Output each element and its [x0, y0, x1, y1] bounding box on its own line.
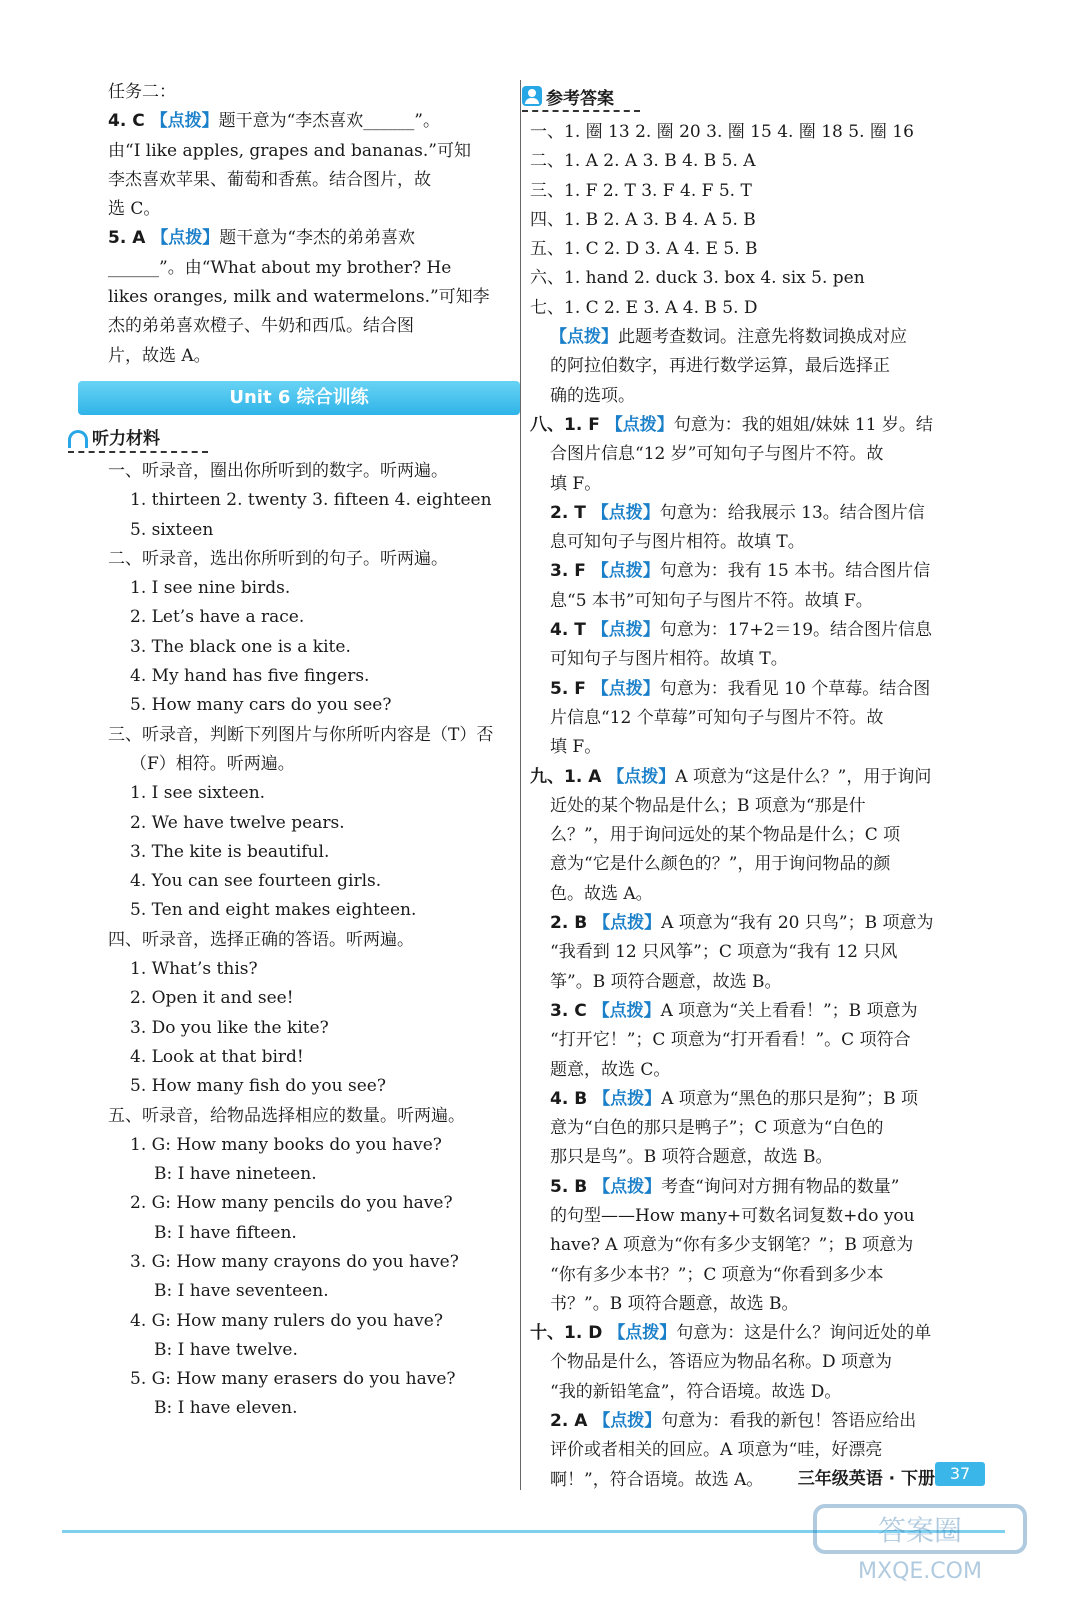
- line-text: “我看到 12 只风筝”；C 项意为“我有 12 只风: [550, 942, 898, 963]
- text-line: [108, 1277, 516, 1306]
- line-text: 3. Do you like the kite?: [130, 1017, 329, 1038]
- text-line: [530, 382, 990, 411]
- line-text: B: I have nineteen.: [154, 1164, 317, 1185]
- line-text: 六、1. hand 2. duck 3. box 4. six 5. pen: [530, 268, 865, 289]
- text-line: [530, 792, 990, 821]
- text-line: [530, 733, 990, 762]
- line-text: 啊！”，符合语境。故选 A。: [550, 1469, 764, 1490]
- line-text: 2. G: How many pencils do you have?: [130, 1193, 453, 1214]
- text-line: [108, 195, 516, 224]
- hint-label: 【点拨】: [607, 766, 676, 787]
- hint-label: 【点拨】: [593, 1176, 662, 1197]
- text-line: [108, 78, 516, 107]
- question-number: 4. T: [550, 620, 592, 641]
- text-line: [108, 1102, 516, 1131]
- question-number: 5. B: [550, 1176, 594, 1197]
- line-text: 句意为：看我的新包！答语应给出: [661, 1411, 917, 1432]
- hint-label: 【点拨】: [592, 1000, 661, 1021]
- line-text: 5. How many cars do you see?: [130, 695, 392, 716]
- text-line: [530, 499, 990, 528]
- line-text: likes oranges, milk and watermelons.”可知李: [108, 287, 490, 308]
- text-line: [108, 926, 516, 955]
- line-text: 李杰喜欢苹果、葡萄和香蕉。结合图片，故: [108, 169, 431, 190]
- line-text: 三、1. F 2. T 3. F 4. F 5. T: [530, 180, 752, 201]
- text-line: [530, 1202, 990, 1231]
- line-text: 5. How many fish do you see?: [130, 1076, 386, 1097]
- question-number: 5. F: [550, 678, 592, 699]
- listening-material-heading: [68, 423, 208, 453]
- line-text: 一、1. 圈 13 2. 圈 20 3. 圈 15 4. 圈 18 5. 圈 16: [530, 122, 914, 142]
- text-line: [108, 107, 516, 136]
- line-text: 1. G: How many books do you have?: [130, 1134, 442, 1155]
- line-text: 合图片信息“12 岁”可知句子与图片不符。故: [550, 444, 884, 465]
- text-line: [108, 809, 516, 838]
- line-text: A 项意为“黑色的那只是狗”；B 项: [661, 1088, 919, 1109]
- line-text: 考查“询问对方拥有物品的数量”: [661, 1176, 900, 1197]
- right-column: [530, 78, 990, 1495]
- line-text: 3. The kite is beautiful.: [130, 841, 330, 862]
- text-line: [108, 574, 516, 603]
- line-text: 2. Open it and see!: [130, 988, 294, 1009]
- hint-label: 【点拨】: [593, 913, 662, 934]
- line-text: 评价或者相关的回应。A 项意为“哇，好漂亮: [550, 1440, 883, 1461]
- line-text: 4. G: How many rulers do you have?: [130, 1310, 443, 1331]
- book-title: 三年级英语 · 下册: [797, 1469, 935, 1489]
- text-line: [108, 1394, 516, 1423]
- line-text: 么？”，用于询问远处的某个物品是什么；C 项: [550, 825, 901, 846]
- text-line: [530, 1085, 990, 1114]
- text-line: [530, 294, 990, 323]
- text-line: [530, 177, 990, 206]
- text-line: [108, 691, 516, 720]
- line-text: B: I have twelve.: [154, 1339, 298, 1360]
- text-line: [530, 1173, 990, 1202]
- question-number: 3. F: [550, 561, 592, 582]
- text-line: [108, 224, 516, 253]
- text-line: [108, 254, 516, 283]
- line-text: 2. We have twelve pears.: [130, 812, 345, 833]
- text-line: [108, 457, 516, 486]
- text-line: [530, 264, 990, 293]
- line-text: “我的新铅笔盒”，符合语境。故选 D。: [550, 1381, 842, 1402]
- line-text: “你有多少本书？”；C 项意为“你看到多少本: [550, 1264, 884, 1285]
- headphones-icon: [68, 430, 88, 448]
- question-number: 2. B: [550, 913, 594, 934]
- text-line: [108, 1189, 516, 1218]
- line-text: 1. I see nine birds.: [130, 578, 291, 599]
- question-number: 4. C: [108, 111, 151, 132]
- line-text: B: I have eleven.: [154, 1398, 298, 1419]
- line-text: 一、听录音，圈出你所听到的数字。听两遍。: [108, 460, 448, 481]
- text-line: [530, 323, 990, 352]
- text-line: [108, 312, 516, 341]
- line-text: 四、1. B 2. A 3. B 4. A 5. B: [530, 209, 756, 230]
- text-line: [530, 587, 990, 616]
- question-number: 十、1. D: [530, 1323, 609, 1344]
- line-text: 句意为：给我展示 13。结合图片信: [659, 502, 925, 523]
- line-text: 片，故选 A。: [108, 345, 211, 366]
- text-line: [530, 1378, 990, 1407]
- text-line: [530, 968, 990, 997]
- text-line: [530, 206, 990, 235]
- text-line: [108, 955, 516, 984]
- text-line: [108, 1014, 516, 1043]
- line-text: 确的选项。: [550, 385, 635, 406]
- line-text: “打开它！”；C 项意为“打开看看！”。C 项符合: [550, 1030, 911, 1051]
- line-text: 句意为：17+2＝19。结合图片信息: [659, 620, 933, 641]
- text-line: [108, 1365, 516, 1394]
- hint-label: 【点拨】: [591, 502, 660, 523]
- text-line: [530, 821, 990, 850]
- watermark-logo: [805, 1498, 1035, 1588]
- task-two-explanations: [108, 78, 516, 371]
- line-text: 3. G: How many crayons do you have?: [130, 1251, 459, 1272]
- line-text: 由“I like apples, grapes and bananas.”可知: [108, 140, 471, 161]
- line-text: 1. I see sixteen.: [130, 783, 266, 804]
- line-text: （F）相符。听两遍。: [130, 753, 295, 774]
- text-line: [530, 850, 990, 879]
- text-line: [530, 763, 990, 792]
- text-line: [530, 235, 990, 264]
- text-line: [108, 1160, 516, 1189]
- hint-label: 【点拨】: [605, 414, 674, 435]
- line-text: 七、1. C 2. E 3. A 4. B 5. D: [530, 297, 758, 318]
- text-line: [108, 721, 516, 750]
- text-line: [108, 867, 516, 896]
- text-line: [530, 1407, 990, 1436]
- text-line: [530, 411, 990, 440]
- text-line: [108, 603, 516, 632]
- text-line: [108, 166, 516, 195]
- line-text: 句意为：这是什么？询问近处的单: [676, 1323, 932, 1344]
- text-line: [108, 1307, 516, 1336]
- text-line: [530, 1319, 990, 1348]
- text-line: [108, 779, 516, 808]
- text-line: [530, 1056, 990, 1085]
- text-line: [108, 750, 516, 779]
- line-text: 填 F。: [550, 737, 602, 758]
- text-line: [530, 704, 990, 733]
- text-line: [530, 938, 990, 967]
- line-text: 的阿拉伯数字，再进行数学运算，最后选择正: [550, 356, 890, 377]
- hint-label: 【点拨】: [151, 228, 220, 249]
- text-line: [108, 984, 516, 1013]
- column-divider: [520, 80, 521, 1490]
- answer-key-list: [530, 118, 990, 1495]
- hint-label: 【点拨】: [608, 1323, 677, 1344]
- text-line: [530, 352, 990, 381]
- question-number: 八、1. F: [530, 414, 606, 435]
- text-line: [530, 997, 990, 1026]
- text-line: [108, 486, 516, 515]
- question-number: 5. A: [108, 228, 152, 249]
- text-line: [530, 880, 990, 909]
- line-text: 息“5 本书”可知句子与图片不符。故填 F。: [550, 590, 873, 611]
- text-line: [108, 137, 516, 166]
- text-line: [530, 1026, 990, 1055]
- question-number: 2. T: [550, 502, 592, 523]
- line-text: 题意，故选 C。: [550, 1059, 671, 1080]
- hint-label: 【点拨】: [591, 678, 660, 699]
- line-text: 句意为：我的姐姐/妹妹 11 岁。结: [673, 414, 933, 435]
- text-line: [530, 1114, 990, 1143]
- line-text: 2. Let’s have a race.: [130, 607, 305, 628]
- question-number: 4. B: [550, 1088, 594, 1109]
- left-column: [92, 78, 516, 1424]
- line-text: 1. thirteen 2. twenty 3. fifteen 4. eighteen: [130, 490, 492, 511]
- text-line: [530, 1290, 990, 1319]
- line-text: 杰的弟弟喜欢橙子、牛奶和西瓜。结合图: [108, 316, 414, 337]
- text-line: [530, 1436, 990, 1465]
- text-line: [108, 1248, 516, 1277]
- text-line: [108, 516, 516, 545]
- line-text: 4. Look at that bird!: [130, 1046, 304, 1067]
- text-line: [108, 1072, 516, 1101]
- text-line: [530, 645, 990, 674]
- svg-text:MXQE.COM: MXQE.COM: [858, 1559, 982, 1584]
- line-text: 五、1. C 2. D 3. A 4. E 5. B: [530, 239, 758, 260]
- text-line: [108, 1336, 516, 1365]
- line-text: 选 C。: [108, 199, 161, 220]
- text-line: [530, 470, 990, 499]
- line-text: B: I have seventeen.: [154, 1281, 329, 1302]
- line-text: 5. G: How many erasers do you have?: [130, 1369, 456, 1390]
- text-line: [530, 1143, 990, 1172]
- text-line: [530, 909, 990, 938]
- text-line: [530, 1261, 990, 1290]
- text-line: [108, 838, 516, 867]
- line-text: A 项意为“这是什么？”，用于询问: [675, 766, 932, 787]
- line-text: 4. You can see fourteen girls.: [130, 871, 382, 892]
- line-text: 四、听录音，选择正确的答语。听两遍。: [108, 929, 414, 950]
- line-text: 意为“它是什么颜色的？”，用于询问物品的颜: [550, 854, 891, 875]
- text-line: [108, 283, 516, 312]
- text-line: [108, 342, 516, 371]
- hint-label: 【点拨】: [150, 111, 219, 132]
- line-text: 二、1. A 2. A 3. B 4. B 5. A: [530, 151, 756, 172]
- hint-label: 【点拨】: [550, 327, 618, 348]
- text-line: [108, 1043, 516, 1072]
- answer-key-title: 参考答案: [546, 88, 614, 109]
- text-line: [530, 557, 990, 586]
- line-text: 3. The black one is a kite.: [130, 636, 351, 657]
- line-text: 书？”。B 项符合题意，故选 B。: [550, 1293, 799, 1314]
- text-line: [108, 1131, 516, 1160]
- line-text: 填 F。: [550, 473, 602, 494]
- line-text: 色。故选 A。: [550, 883, 653, 904]
- line-text: A 项意为“我有 20 只鸟”；B 项意为: [661, 913, 934, 934]
- line-text: 4. My hand has five fingers.: [130, 666, 370, 687]
- text-line: [108, 1219, 516, 1248]
- text-line: [530, 440, 990, 469]
- listening-material-title: 听力材料: [92, 429, 160, 450]
- text-line: [530, 1348, 990, 1377]
- line-text: 近处的某个物品是什么；B 项意为“那是什: [550, 795, 866, 816]
- question-number: 九、1. A: [530, 766, 608, 787]
- line-text: A 项意为“关上看看！”；B 项意为: [660, 1000, 918, 1021]
- text-line: [108, 633, 516, 662]
- page-number: 37: [935, 1462, 985, 1486]
- hint-label: 【点拨】: [593, 1411, 662, 1432]
- line-text: 任务二：: [108, 82, 176, 102]
- line-text: 1. What’s this?: [130, 959, 258, 980]
- line-text: 息可知句子与图片相符。故填 T。: [550, 532, 805, 553]
- text-line: [530, 528, 990, 557]
- question-number: 2. A: [550, 1411, 594, 1432]
- text-line: [108, 896, 516, 925]
- line-text: B: I have fifteen.: [154, 1222, 297, 1243]
- line-text: 此题考查数词。注意先将数词换成对应: [618, 327, 907, 348]
- text-line: [530, 147, 990, 176]
- answer-key-heading: [522, 82, 640, 112]
- text-line: [108, 662, 516, 691]
- line-text: 可知句子与图片相符。故填 T。: [550, 649, 788, 670]
- hint-label: 【点拨】: [593, 1088, 662, 1109]
- line-text: 五、听录音，给物品选择相应的数量。听两遍。: [108, 1105, 465, 1126]
- line-text: 二、听录音，选出你所听到的句子。听两遍。: [108, 548, 448, 569]
- text-line: [530, 118, 990, 147]
- line-text: 那只是鸟”。B 项符合题意，故选 B。: [550, 1147, 833, 1168]
- line-text: 三、听录音，判断下列图片与你所听内容是（T）否: [108, 724, 494, 745]
- line-text: 的句型——How many+可数名词复数+do you: [550, 1205, 915, 1226]
- hint-label: 【点拨】: [591, 561, 660, 582]
- unit-banner: Unit 6 综合训练: [78, 381, 520, 415]
- line-text: 5. Ten and eight makes eighteen.: [130, 900, 417, 921]
- person-icon: [522, 86, 542, 106]
- text-line: [530, 675, 990, 704]
- hint-label: 【点拨】: [591, 620, 660, 641]
- question-number: 3. C: [550, 1000, 593, 1021]
- line-text: 句意为：我有 15 本书。结合图片信: [659, 561, 931, 582]
- line-text: 5. sixteen: [130, 519, 214, 540]
- line-text: 个物品是什么，答语应为物品名称。D 项意为: [550, 1352, 893, 1373]
- line-text: 意为“白色的那只是鸭子”；C 项意为“白色的: [550, 1118, 884, 1139]
- line-text: 片信息“12 个草莓”可知句子与图片不符。故: [550, 707, 884, 728]
- line-text: ______”。由“What about my brother? He: [108, 257, 452, 278]
- line-text: 题干意为“李杰喜欢______”。: [218, 111, 440, 132]
- text-line: [108, 545, 516, 574]
- line-text: 筝”。B 项符合题意，故选 B。: [550, 971, 782, 992]
- line-text: have? A 项意为“你有多少支钢笔？”；B 项意为: [550, 1235, 914, 1256]
- line-text: 句意为：我看见 10 个草莓。结合图: [659, 678, 931, 699]
- svg-text:答案圈: 答案圈: [877, 1514, 963, 1547]
- listening-scripts: [108, 457, 516, 1424]
- text-line: [530, 616, 990, 645]
- line-text: 题干意为“李杰的弟弟喜欢: [219, 228, 415, 249]
- text-line: [530, 1231, 990, 1260]
